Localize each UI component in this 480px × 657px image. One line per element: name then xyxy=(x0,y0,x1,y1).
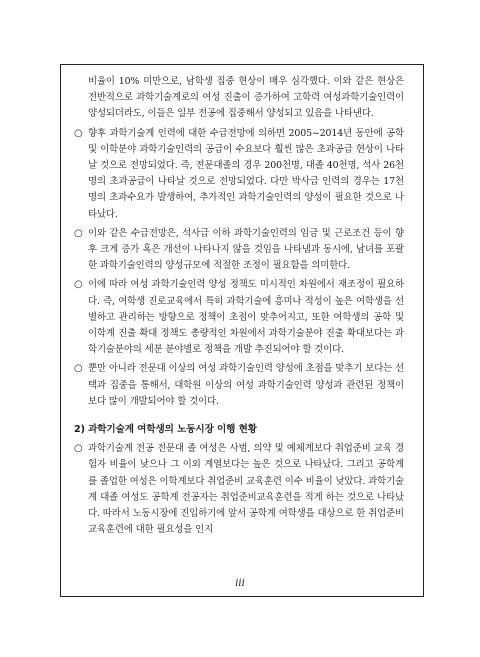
list-item xyxy=(74,441,404,538)
list-item xyxy=(74,126,404,223)
section-heading: 2) 과학기술계 여학생의 노동시장 이행 현황 xyxy=(74,424,257,436)
bullet-circle-icon: ○ xyxy=(74,443,83,455)
list-item xyxy=(74,277,404,358)
bullet-circle-icon: ○ xyxy=(74,279,83,291)
bullet-text: 과학기술계 전공 전문대 졸 여성은 사범, 의약 및 예체계보다 취업준비 교육 경험자 비율이 낮으나 그 이외 계열보다는 높은 것으로 나타났다. 그리고 공학계를 졸업한 여성은 이학계보다 취업준비 교육훈련 이수 비율이 낮았다. 과학기술계 대졸 여성도 공학계 전공자는 취업준비교육훈련을 적게 하는 것으로 나타났다. 따라서 노동시장에 진입하기에 앞서 공학계 여학생을 대상으로 한 취업준비 교육훈련에 대한 필요성을 인지 xyxy=(88,443,404,536)
bullet-circle-icon: ○ xyxy=(74,127,83,139)
bullet-text: 이와 같은 수급전망은, 석사급 이하 과학기술인력의 임금 및 근로조건 등이 향후 크게 증가 혹은 개선이 나타나지 않을 것임을 나타냄과 동시에, 남녀를 포괄한 과학기술인력의 양성규모에 적절한 조정이 필요함을 의미한다. xyxy=(88,227,404,272)
bullet-text: 이에 따라 여성 과학기술인력 양성 정책도 미시적인 차원에서 재조정이 필요하다. 즉, 여학생 진로교육에서 특히 과학기술에 흥미나 적성이 높은 여학생을 선별하고 관리하는 방향으로 정책이 초점이 맞추어지고, 또한 여학생의 공학 및 이학계 진출 확대 정책도 총량적인 차원에서 과학기술분야 진출 확대보다는 과학기술분야의 세분 분야별로 정책을 개발 추진되어야 할 것이다. xyxy=(88,279,404,356)
list-item xyxy=(74,226,404,275)
bullet-text: 향후 과학기술계 인력에 대한 수급전망에 의하면 2005~2014년 동안에 공학 및 이학분야 과학기술인력의 공급이 수요보다 훨씬 많은 초과공급 현상이 나타날 것으로 전망되었다. 즉, 전문대졸의 경우 200천명, 대졸 40천명, 석사 26천명의 초과공급이 나타날 것으로 전망되었다. 다만 박사급 인력의 경우는 17천명의 초과수요가 발생하여, 추가적인 과학기술인력의 양성이 필요한 것으로 나타났다. xyxy=(88,127,404,220)
page-number: iii xyxy=(235,578,245,589)
list-item xyxy=(74,361,404,410)
bullet-circle-icon: ○ xyxy=(74,363,83,375)
bullet-text: 뿐만 아니라 전문대 이상의 여성 과학기술인력 양성에 초점을 맞추기 보다는 선택과 집중을 통해서, 대학원 이상의 여성 과학기술인력 양성과 관련된 정책이 보다 많이 개발되어야 할 것이다. xyxy=(88,363,404,407)
bullet-circle-icon: ○ xyxy=(74,227,83,239)
document-body xyxy=(74,74,404,541)
continuation-paragraph: 비율이 10% 미만으로, 남학생 집중 현상이 매우 심각했다. 이와 같은 현상은 전반적으로 과학기술계로의 여성 진출이 증가하여 고학력 여성과학기술인력이 양성되더라도, 이들은 일부 전공에 집중해서 양성되고 있음을 나타낸다. xyxy=(88,76,404,120)
